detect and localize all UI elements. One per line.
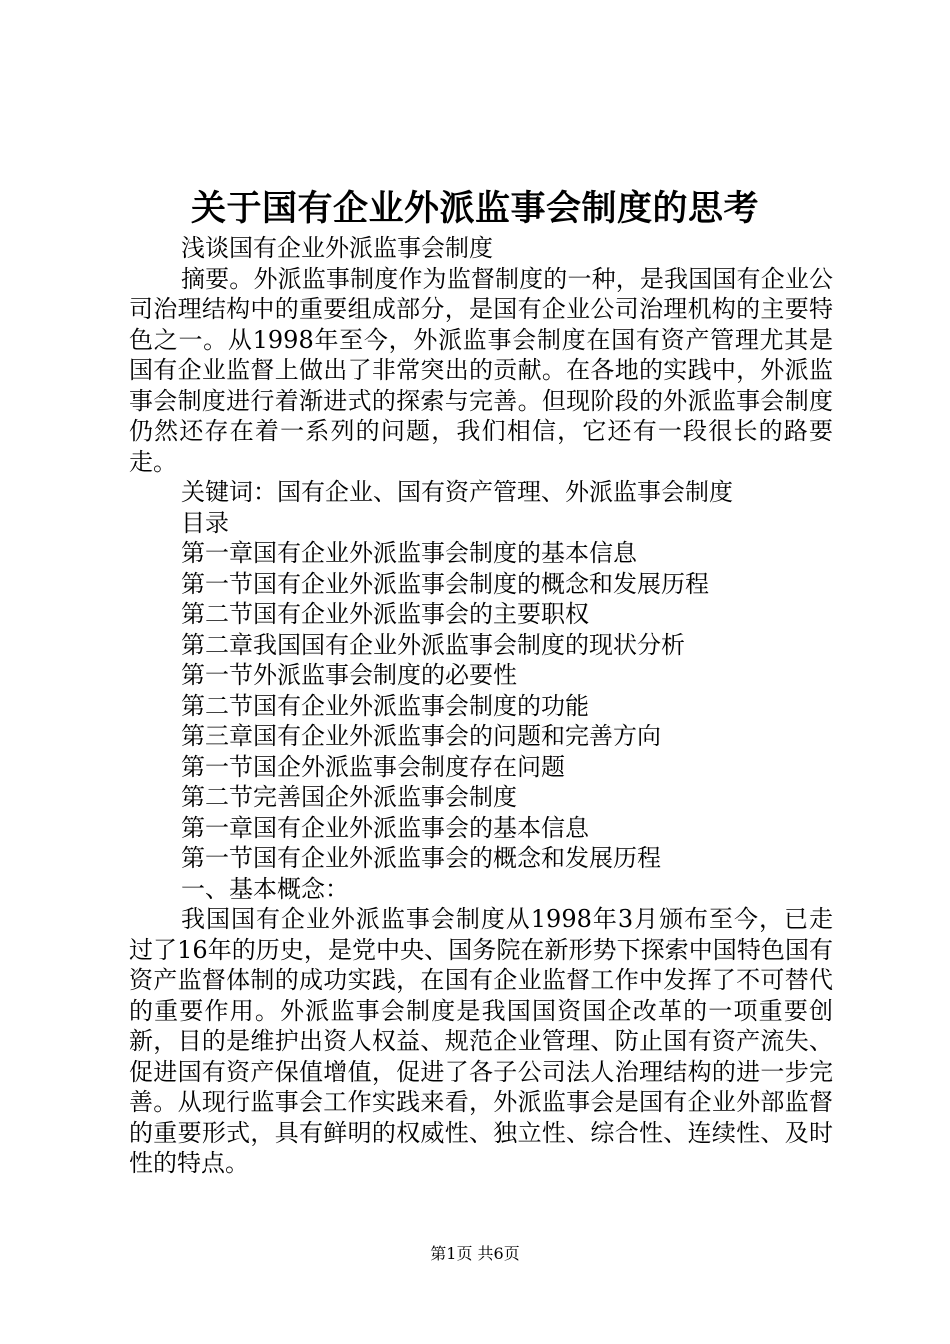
- toc-item: 第三章国有企业外派监事会的问题和完善方向: [181, 722, 661, 750]
- document-title: 关于国有企业外派监事会制度的思考: [190, 188, 759, 229]
- toc-item: 第二节完善国企外派监事会制度: [181, 783, 517, 811]
- section-heading: 第一节国有企业外派监事会的概念和发展历程: [181, 844, 661, 872]
- subsection-heading: 一、基本概念：: [181, 874, 349, 903]
- table-of-contents: [129, 538, 833, 813]
- toc-item: 第二章我国国有企业外派监事会制度的现状分析: [181, 630, 685, 659]
- toc-item: 第一节外派监事会制度的必要性: [181, 661, 517, 689]
- document-body: [129, 233, 833, 1179]
- toc-item: 第一节国企外派监事会制度存在问题: [181, 752, 565, 781]
- toc-item: 第一节国有企业外派监事会制度的概念和发展历程: [181, 569, 709, 598]
- chapter-heading: 第一章国有企业外派监事会的基本信息: [181, 813, 589, 842]
- page-number-footer: 第1页 共6页: [430, 1244, 520, 1263]
- keywords-line: 关键词：国有企业、国有资产管理、外派监事会制度: [181, 478, 733, 506]
- body-paragraph: 我国国有企业外派监事会制度从1998年3月颁布至今，已走过了16年的历史，是党中央、国务院在新形势下探索中国特色国有资产监督体制的成功实践，在国有企业监督工作中发挥了不可替代的重要作用。外派监事会制度是我国国资国企改革的一项重要创新，目的是维护出资人权益、规范企业管理、防止国有资产流失、促进国有资产保值增值，促进了各子公司法人治理结构的进一步完善。从现行监事会工作实践来看，外派监事会是国有企业外部监督的重要形式，具有鲜明的权威性、独立性、综合性、连续性、及时性的特点。: [129, 905, 833, 1177]
- toc-item: 第二节国有企业外派监事会制度的功能: [181, 691, 589, 720]
- toc-heading: 目录: [181, 508, 229, 537]
- toc-item: 第二节国有企业外派监事会的主要职权: [181, 600, 589, 628]
- toc-item: 第一章国有企业外派监事会制度的基本信息: [181, 539, 637, 567]
- abstract-paragraph: 摘要。外派监事制度作为监督制度的一种，是我国国有企业公司治理结构中的重要组成部分，是国有企业公司治理机构的主要特色之一。从1998年至今，外派监事会制度在国有资产管理尤其是国有企业监督上做出了非常突出的贡献。在各地的实践中，外派监事会制度进行着渐进式的探索与完善。但现阶段的外派监事会制度仍然还存在着一系列的问题，我们相信，它还有一段很长的路要走。: [129, 264, 833, 476]
- document-subtitle: 浅谈国有企业外派监事会制度: [181, 234, 493, 262]
